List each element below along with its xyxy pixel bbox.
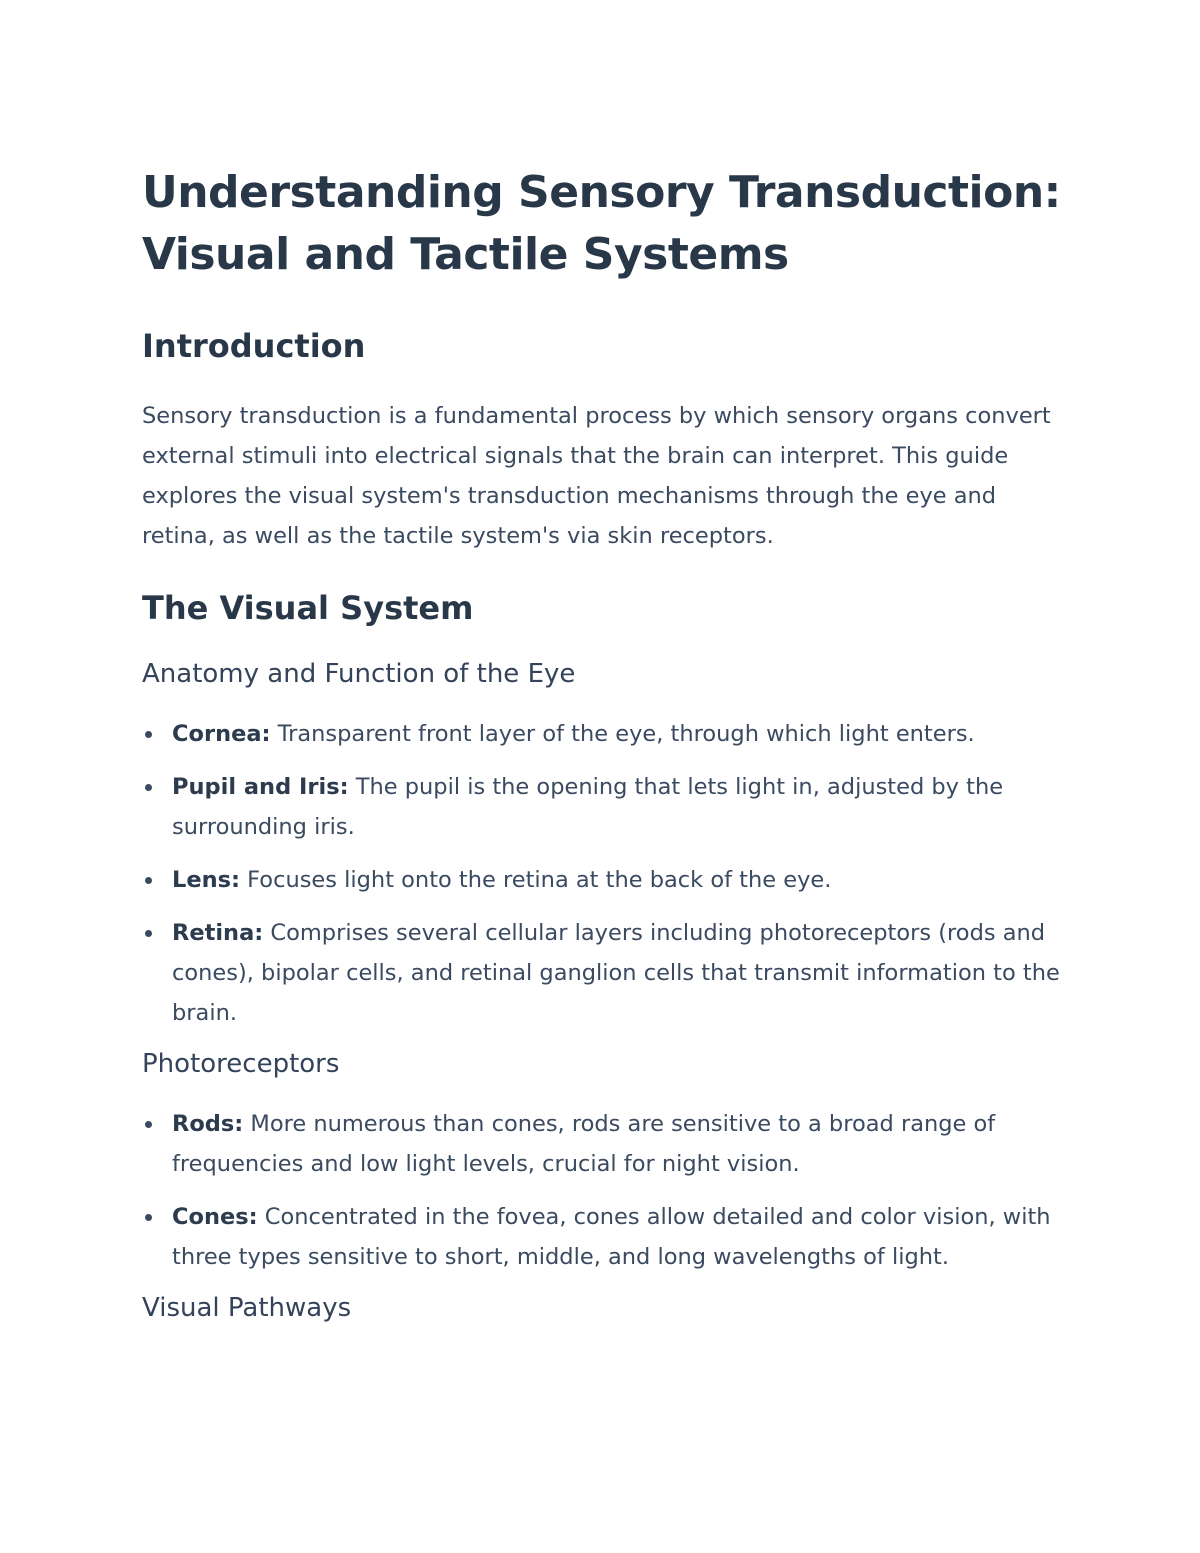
list-item [142, 767, 1072, 847]
photoreceptors-heading: Photoreceptors [142, 1049, 340, 1079]
bullet-icon [145, 877, 152, 884]
list-item-term: Pupil and Iris: [172, 774, 349, 800]
list-item [142, 1104, 1072, 1184]
list-item [142, 1197, 1072, 1277]
document-page [142, 160, 1072, 1326]
bullet-icon [145, 784, 152, 791]
introduction-paragraph: Sensory transduction is a fundamental process by which sensory organs convert external stimuli into electrical signals that the brain can interpret. This guide explores the visual system's transduction mechanisms through the eye and retina, as well as the tactile system's via skin receptors. [142, 403, 1051, 549]
eye-anatomy-list [142, 714, 1072, 1033]
photoreceptors-list [142, 1104, 1072, 1277]
list-item [142, 860, 1072, 900]
list-item-term: Rods: [172, 1111, 244, 1137]
list-item [142, 913, 1072, 1033]
list-item-term: Cones: [172, 1204, 258, 1230]
introduction-heading: Introduction [142, 327, 366, 365]
list-item-term: Retina: [172, 920, 264, 946]
list-item [142, 714, 1072, 754]
list-item-text: Comprises several cellular layers including photoreceptors (rods and cones), bipolar cells, and retinal ganglion cells that transmit information to the brain. [172, 920, 1060, 1026]
bullet-icon [145, 1214, 152, 1221]
list-item-text: Transparent front layer of the eye, through which light enters. [270, 721, 975, 747]
visual-system-heading: The Visual System [142, 589, 474, 627]
document-title: Understanding Sensory Transduction: Visual and Tactile Systems [142, 167, 1061, 280]
list-item-text: Focuses light onto the retina at the back of the eye. [240, 867, 832, 893]
list-item-term: Lens: [172, 867, 241, 893]
list-item-text: More numerous than cones, rods are sensitive to a broad range of frequencies and low light levels, crucial for night vision. [172, 1111, 996, 1177]
bullet-icon [145, 930, 152, 937]
bullet-icon [145, 1121, 152, 1128]
visual-pathways-heading: Visual Pathways [142, 1293, 352, 1323]
list-item-text: Concentrated in the fovea, cones allow detailed and color vision, with three types sensitive to short, middle, and long wavelengths of light. [172, 1204, 1051, 1270]
eye-anatomy-heading: Anatomy and Function of the Eye [142, 659, 576, 689]
list-item-text: The pupil is the opening that lets light in, adjusted by the surrounding iris. [172, 774, 1004, 840]
bullet-icon [145, 731, 152, 738]
list-item-term: Cornea: [172, 721, 271, 747]
